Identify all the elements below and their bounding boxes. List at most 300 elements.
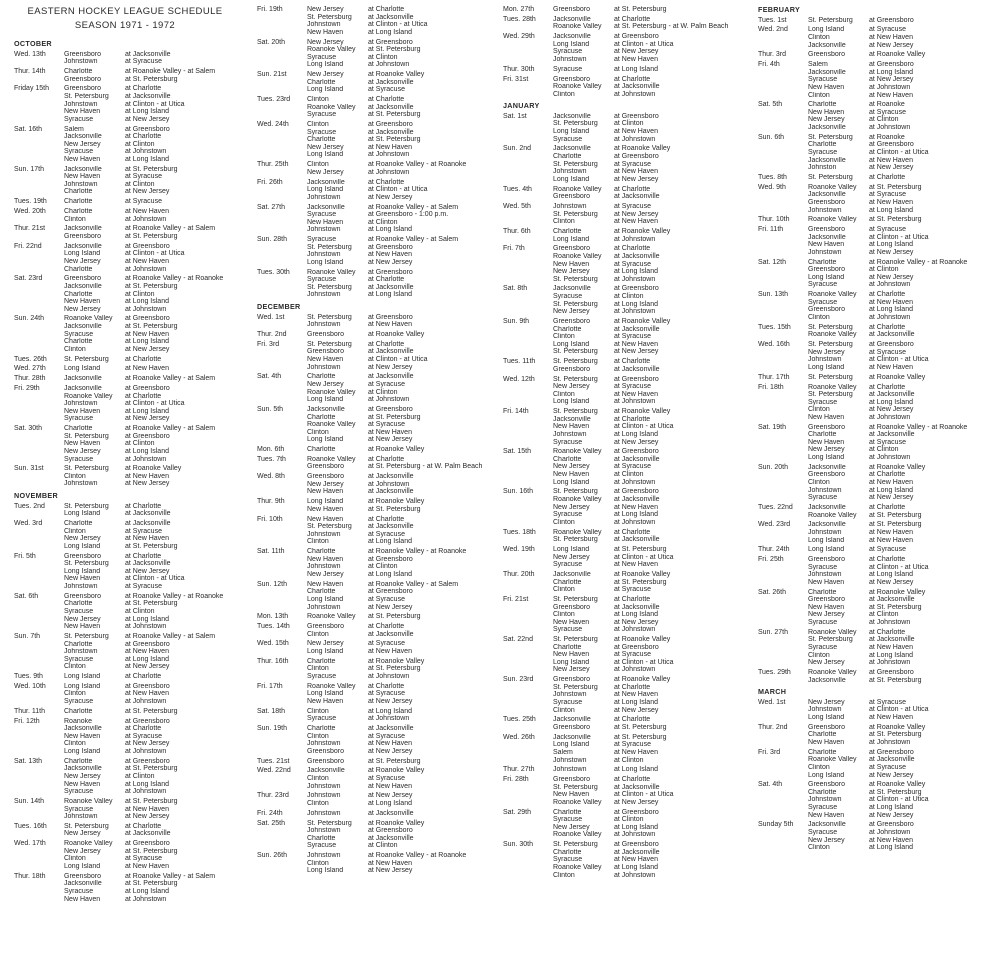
visiting-team: St. Petersburg	[553, 275, 598, 283]
game-row	[307, 121, 502, 129]
game-date: Fri. 28th	[503, 776, 529, 784]
schedule-day	[14, 673, 254, 681]
game-row	[64, 648, 254, 656]
home-venue: at New Haven	[125, 690, 169, 698]
game-row	[307, 244, 502, 252]
game-list	[808, 629, 998, 667]
schedule-day	[758, 589, 998, 627]
game-list	[553, 145, 756, 183]
visiting-team: New Jersey	[553, 268, 590, 276]
game-list	[808, 749, 998, 779]
home-venue: at Clinton	[125, 290, 155, 298]
home-venue: at Syracuse	[869, 438, 906, 446]
game-row	[553, 253, 756, 261]
home-venue: at New Haven	[614, 340, 658, 348]
visiting-team: Charlotte	[64, 520, 93, 528]
game-row	[808, 17, 998, 25]
home-venue: at Greensboro	[614, 841, 659, 849]
game-row	[553, 604, 756, 612]
visiting-team: Jacksonville	[64, 765, 102, 773]
game-row	[307, 842, 502, 850]
game-list	[64, 51, 254, 66]
game-row	[808, 504, 998, 512]
game-row	[64, 683, 254, 691]
visiting-team: Charlotte	[553, 578, 582, 586]
home-venue: at New Jersey	[869, 811, 914, 819]
home-venue: at Syracuse	[125, 527, 162, 535]
game-row	[307, 523, 502, 531]
home-venue: at Syracuse	[614, 260, 651, 268]
visiting-team: Clinton	[553, 333, 575, 341]
game-list	[808, 101, 998, 131]
visiting-team: Syracuse	[808, 298, 838, 306]
game-date: Sat. 18th	[257, 707, 286, 715]
visiting-team: Syracuse	[64, 330, 94, 338]
game-row	[553, 716, 756, 724]
home-venue: at Roanoke Valley	[614, 570, 671, 578]
game-list	[553, 809, 756, 839]
game-row	[808, 349, 998, 357]
game-row	[808, 164, 998, 172]
visiting-team: St. Petersburg	[64, 502, 109, 510]
schedule-day	[758, 384, 998, 422]
game-list	[307, 623, 502, 638]
game-row	[307, 356, 502, 364]
game-row	[64, 323, 254, 331]
home-venue: at New Jersey	[869, 41, 914, 49]
home-venue: at St. Petersburg - at W. Palm Beach	[368, 463, 483, 471]
game-row	[64, 141, 254, 149]
visiting-team: St. Petersburg	[553, 636, 598, 644]
game-row	[64, 690, 254, 698]
visiting-team: Clinton	[307, 161, 329, 169]
game-date: Wed. 2nd	[758, 26, 788, 34]
visiting-team: Syracuse	[307, 236, 337, 244]
home-venue: at Clinton	[368, 563, 398, 571]
home-venue: at Roanoke Valley	[368, 71, 425, 79]
game-date: Wed. 24th	[257, 121, 289, 129]
visiting-team: Greensboro	[808, 306, 845, 314]
visiting-team: Clinton	[307, 732, 329, 740]
visiting-team: Greensboro	[307, 348, 344, 356]
home-venue: at Clinton	[125, 772, 155, 780]
game-row	[553, 741, 756, 749]
game-row	[553, 318, 756, 326]
home-venue: at New Haven	[869, 536, 913, 544]
home-venue: at Syracuse	[368, 380, 405, 388]
visiting-team: St. Petersburg	[553, 348, 598, 356]
game-row	[64, 806, 254, 814]
game-row	[553, 341, 756, 349]
game-row	[307, 775, 502, 783]
game-row	[64, 51, 254, 59]
home-venue: at Charlotte	[368, 276, 405, 284]
schedule-day	[503, 488, 756, 526]
game-row	[808, 512, 998, 520]
schedule-day	[758, 546, 998, 554]
game-date: Wed. 8th	[257, 473, 285, 481]
visiting-team: Jacksonville	[64, 225, 102, 233]
visiting-team: New Haven	[808, 108, 845, 116]
game-row	[64, 528, 254, 536]
game-row	[808, 406, 998, 414]
home-venue: at Clinton - at Utica	[125, 575, 185, 583]
visiting-team: Syracuse	[553, 65, 583, 73]
visiting-team: Long Island	[553, 398, 590, 406]
home-venue: at St. Petersburg	[869, 511, 922, 519]
game-row	[307, 406, 502, 414]
visiting-team: Long Island	[64, 682, 101, 690]
visiting-team: Jacksonville	[307, 178, 345, 186]
home-venue: at St. Petersburg	[125, 797, 178, 805]
game-list	[307, 204, 502, 234]
home-venue: at Charlotte	[614, 595, 651, 603]
visiting-team: Charlotte	[64, 67, 93, 75]
game-row	[307, 186, 502, 194]
home-venue: at New Haven	[614, 503, 658, 511]
visiting-team: Jacksonville	[808, 463, 846, 471]
home-venue: at Johnstown	[614, 235, 656, 243]
home-venue: at New Haven	[125, 257, 169, 265]
home-venue: at Johnstown	[125, 455, 167, 463]
visiting-team: Roanoke Valley	[307, 455, 356, 463]
game-row	[64, 356, 254, 364]
game-row	[808, 234, 998, 242]
game-date: Tues. 9th	[14, 673, 43, 681]
game-list	[808, 699, 998, 722]
game-row	[307, 531, 502, 539]
game-list	[64, 798, 254, 821]
month-heading: OCTOBER	[14, 39, 52, 48]
home-venue: at New Jersey	[614, 438, 659, 446]
game-row	[808, 629, 998, 637]
game-row	[64, 101, 254, 109]
visiting-team: Charlotte	[64, 290, 93, 298]
visiting-team: Salem	[553, 748, 573, 756]
home-venue: at Charlotte	[869, 504, 906, 511]
game-list	[64, 85, 254, 123]
game-list	[307, 331, 502, 339]
game-row	[553, 619, 756, 627]
game-row	[64, 575, 254, 583]
home-venue: at St. Petersburg	[368, 46, 421, 54]
home-venue: at St. Petersburg	[368, 505, 421, 513]
game-row	[307, 708, 502, 716]
game-row	[553, 456, 756, 464]
game-row	[553, 849, 756, 857]
game-row	[64, 673, 254, 681]
visiting-team: Greensboro	[553, 75, 590, 83]
game-date: Sat. 26th	[758, 588, 787, 596]
game-date: Sat. 22nd	[503, 636, 533, 644]
game-list	[808, 134, 998, 172]
visiting-team: Syracuse	[64, 148, 94, 156]
visiting-team: Syracuse	[307, 111, 337, 119]
visiting-team: St. Petersburg	[64, 822, 109, 830]
game-list	[307, 473, 502, 496]
schedule-day	[14, 375, 254, 383]
game-date: Fri. 4th	[758, 61, 780, 69]
home-venue: at Long Island	[125, 888, 169, 895]
game-row	[808, 821, 998, 829]
game-row	[307, 473, 502, 481]
schedule-day	[503, 113, 756, 143]
schedule-day	[758, 521, 998, 544]
game-date: Thur. 2nd	[257, 331, 287, 339]
visiting-team: Jacksonville	[64, 384, 102, 392]
home-venue: at Johnstown	[869, 83, 911, 91]
game-row	[808, 331, 998, 339]
schedule-day	[503, 33, 756, 63]
schedule-day	[758, 629, 998, 667]
schedule-day	[257, 498, 502, 513]
game-row	[307, 314, 502, 322]
game-list	[307, 446, 502, 454]
game-row	[808, 837, 998, 845]
home-venue: at New Jersey	[368, 697, 413, 705]
home-venue: at Syracuse	[614, 333, 651, 341]
visiting-team: Long Island	[553, 175, 590, 183]
home-venue: at Clinton	[614, 293, 644, 301]
game-row	[808, 109, 998, 117]
schedule-day	[758, 424, 998, 462]
home-venue: at Jacksonville	[869, 331, 915, 339]
home-venue: at New Haven	[869, 198, 913, 206]
game-row	[808, 341, 998, 349]
game-row	[808, 306, 998, 314]
visiting-team: St. Petersburg	[808, 16, 853, 24]
visiting-team: Johnstown	[808, 356, 842, 364]
visiting-team: New Jersey	[553, 553, 590, 561]
game-row	[808, 364, 998, 372]
game-row	[553, 651, 756, 659]
schedule-day	[14, 275, 254, 313]
home-venue: at Charlotte	[125, 552, 162, 560]
schedule-day	[503, 676, 756, 714]
visiting-team: New Jersey	[307, 38, 344, 46]
home-venue: at Charlotte	[869, 291, 906, 299]
visiting-team: Syracuse	[64, 788, 94, 796]
visiting-team: Roanoke	[64, 717, 93, 725]
visiting-team: New Haven	[808, 603, 845, 611]
game-row	[808, 796, 998, 804]
game-row	[64, 641, 254, 649]
game-row	[64, 840, 254, 848]
home-venue: at Jacksonville	[368, 373, 414, 381]
home-venue: at Roanoke Valley	[368, 657, 425, 665]
game-row	[64, 233, 254, 241]
game-row	[553, 554, 756, 562]
visiting-team: Clinton	[64, 527, 86, 535]
home-venue: at Long Island	[368, 800, 412, 808]
game-list	[307, 725, 502, 755]
game-row	[64, 863, 254, 871]
visiting-team: New Haven	[307, 356, 344, 363]
visiting-team: Long Island	[808, 546, 845, 554]
game-row	[808, 141, 998, 149]
home-venue: at Johnstown	[614, 90, 656, 98]
home-venue: at New Haven	[869, 363, 913, 371]
home-venue: at Clinton	[368, 218, 398, 226]
game-row	[808, 844, 998, 852]
visiting-team: New Jersey	[307, 168, 344, 176]
visiting-team: St. Petersburg	[808, 391, 853, 399]
game-row	[307, 740, 502, 748]
visiting-team: New Jersey	[307, 71, 344, 79]
game-row	[64, 365, 254, 373]
visiting-team: New Haven	[64, 108, 101, 116]
visiting-team: St. Petersburg	[553, 120, 598, 128]
game-date: Fri. 29th	[14, 384, 40, 392]
home-venue: at Long Island	[125, 338, 169, 346]
home-venue: at Johnstown	[368, 61, 410, 69]
home-venue: at Jacksonville	[368, 630, 414, 638]
game-list	[307, 121, 502, 159]
schedule-day	[758, 504, 998, 519]
home-venue: at Roanoke Valley - at Salem	[125, 425, 216, 433]
home-venue: at Clinton	[614, 120, 644, 128]
schedule-day	[14, 315, 254, 353]
schedule-day	[257, 820, 502, 850]
game-date: Wed. 22nd	[257, 767, 291, 775]
game-date: Sat. 13th	[14, 757, 43, 765]
home-venue: at St. Petersburg	[614, 545, 667, 553]
home-venue: at Syracuse	[368, 732, 405, 740]
home-venue: at Long Island	[614, 511, 658, 519]
game-row	[553, 308, 756, 316]
schedule-day	[14, 198, 254, 206]
home-venue: at Roanoke	[869, 133, 905, 141]
home-venue: at Long Island	[125, 780, 169, 788]
game-date: Thur. 27th	[503, 766, 535, 774]
home-venue: at Jacksonville	[614, 536, 660, 544]
visiting-team: Syracuse	[64, 455, 94, 463]
game-date: Wed. 15th	[257, 640, 289, 648]
home-venue: at Greensboro	[125, 432, 170, 440]
game-row	[64, 338, 254, 346]
game-list	[64, 633, 254, 671]
home-venue: at Syracuse	[125, 198, 162, 206]
schedule-day	[503, 448, 756, 486]
home-venue: at New Haven	[869, 713, 913, 721]
game-row	[808, 314, 998, 322]
game-date: Thur. 6th	[503, 227, 531, 235]
game-row	[808, 812, 998, 820]
game-row	[808, 191, 998, 199]
game-list	[553, 571, 756, 594]
home-venue: at New Jersey	[869, 771, 914, 779]
game-row	[307, 683, 502, 691]
home-venue: at Greensboro	[869, 821, 914, 829]
home-venue: at Syracuse	[614, 463, 651, 471]
visiting-team: Clinton	[553, 218, 575, 226]
schedule-day	[758, 134, 998, 172]
home-venue: at Charlotte	[869, 556, 906, 564]
home-venue: at Charlotte	[614, 415, 651, 423]
visiting-team: Roanoke Valley	[553, 185, 602, 193]
game-row	[307, 211, 502, 219]
visiting-team: Greensboro	[307, 331, 344, 339]
visiting-team: Johnstown	[307, 363, 341, 371]
game-row	[808, 424, 998, 432]
visiting-team: Roanoke Valley	[553, 448, 602, 456]
visiting-team: Roanoke Valley	[307, 268, 356, 276]
game-row	[64, 733, 254, 741]
home-venue: at Jacksonville	[614, 848, 660, 856]
game-row	[553, 488, 756, 496]
home-venue: at New Jersey	[869, 164, 914, 172]
game-list	[553, 16, 756, 31]
game-list	[553, 596, 756, 634]
visiting-team: New Jersey	[64, 305, 101, 313]
home-venue: at St. Petersburg	[125, 323, 178, 331]
visiting-team: Greensboro	[553, 245, 590, 253]
game-list	[808, 384, 998, 422]
home-venue: at Greensboro	[125, 384, 170, 392]
home-venue: at Long Island	[614, 611, 658, 619]
game-row	[64, 718, 254, 726]
schedule-day	[257, 179, 502, 202]
home-venue: at St. Petersburg	[368, 757, 421, 765]
game-list	[307, 640, 502, 655]
home-venue: at New Haven	[869, 836, 913, 844]
game-row	[553, 586, 756, 594]
game-date: Tues. 25th	[503, 716, 536, 724]
visiting-team: Long Island	[307, 690, 344, 698]
schedule-day	[257, 204, 502, 234]
home-venue: at Charlotte	[125, 133, 162, 141]
visiting-team: Charlotte	[553, 455, 582, 463]
game-row	[307, 6, 502, 14]
home-venue: at Long Island	[869, 306, 913, 314]
visiting-team: New Jersey	[808, 836, 845, 844]
home-venue: at Long Island	[869, 241, 913, 249]
visiting-team: Johnstown	[307, 740, 341, 748]
game-row	[553, 439, 756, 447]
visiting-team: Long Island	[307, 498, 344, 506]
game-row	[553, 666, 756, 674]
home-venue: at Syracuse	[869, 26, 906, 34]
game-row	[553, 691, 756, 699]
visiting-team: Long Island	[808, 713, 845, 721]
game-row	[64, 748, 254, 756]
game-row	[307, 161, 502, 169]
game-list	[64, 356, 254, 364]
game-row	[808, 652, 998, 660]
home-venue: at Syracuse	[869, 108, 906, 116]
game-row	[553, 757, 756, 765]
game-row	[553, 776, 756, 784]
home-venue: at Long Island	[614, 430, 658, 438]
game-date: Thur. 21st	[14, 225, 46, 233]
game-date: Wed. 20th	[14, 208, 46, 215]
game-row	[307, 396, 502, 404]
home-venue: at Jacksonville	[368, 283, 414, 291]
game-date: Tues. 29th	[758, 669, 791, 676]
home-venue: at Johnstown	[125, 148, 167, 156]
home-venue: at New Haven	[614, 691, 658, 699]
home-venue: at Clinton - at Utica	[614, 553, 674, 561]
game-row	[553, 168, 756, 176]
game-list	[307, 456, 502, 471]
home-venue: at Long Island	[125, 407, 169, 415]
schedule-day	[14, 425, 254, 463]
home-venue: at Johnstown	[869, 124, 911, 132]
visiting-team: New Jersey	[307, 640, 344, 648]
game-row	[64, 568, 254, 576]
game-list	[64, 503, 254, 518]
game-row	[64, 480, 254, 488]
